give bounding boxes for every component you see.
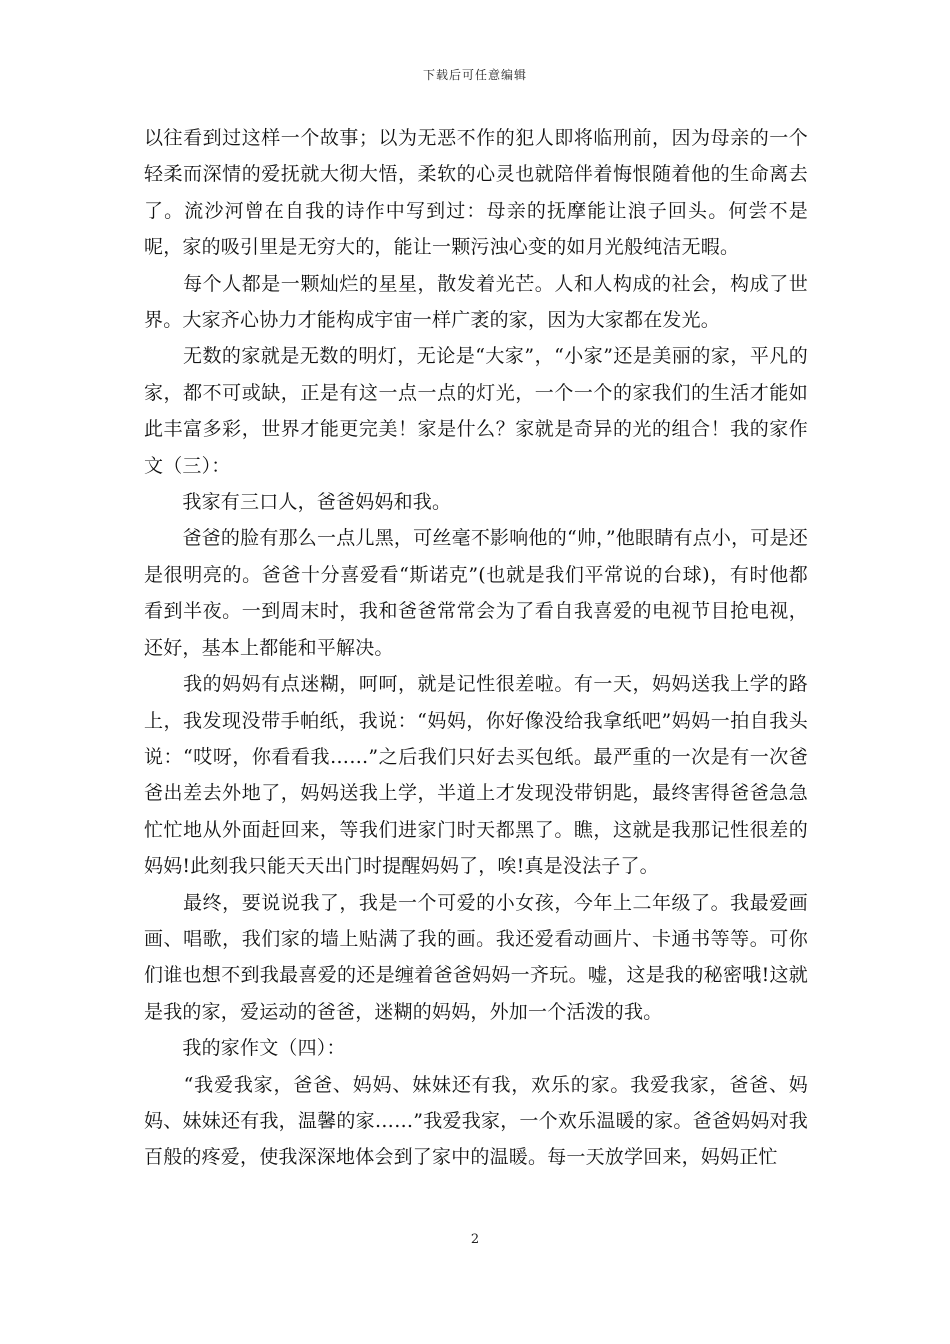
document-body bbox=[144, 120, 808, 1176]
paragraph-father: 爸爸的脸有那么一点儿黑，可丝毫不影响他的“帅，”他眼睛有点小，可是还是很明亮的。爸爸十分喜爱看“斯诺克”(也就是我们平常说的台球)，有时他都看到半夜。一到周末时，我和爸爸常常会为了看自我喜爱的电视节目抢电视，还好，基本上都能和平解决。 bbox=[144, 527, 808, 659]
paragraph-story: 以往看到过这样一个故事；以为无恶不作的犯人即将临刑前，因为母亲的一个轻柔而深情的爱抚就大彻大悟，柔软的心灵也就陪伴着悔恨随着他的生命离去了。流沙河曾在自我的诗作中写到过：母亲的抚摩能让浪子回头。何尝不是呢，家的吸引里是无穷大的，能让一颗污浊心变的如月光般纯洁无暇。 bbox=[144, 127, 808, 259]
paragraph-self: 最终，要说说我了，我是一个可爱的小女孩，今年上二年级了。我最爱画画、唱歌，我们家的墙上贴满了我的画。我还爱看动画片、卡通书等等。可你们谁也想不到我最喜爱的还是缠着爸爸妈妈一齐玩。嘘，这是我的秘密哦!这就是我的家，爱运动的爸爸，迷糊的妈妈，外加一个活泼的我。 bbox=[144, 891, 808, 1023]
paragraph-mother: 我的妈妈有点迷糊，呵呵，就是记性很差啦。有一天，妈妈送我上学的路上，我发现没带手帕纸，我说：“妈妈，你好像没给我拿纸吧”妈妈一拍自我头说：“哎呀，你看看我……”之后我们只好去买包纸。最严重的一次是有一次爸爸出差去外地了，妈妈送我上学，半道上才发现没带钥匙，最终害得爸爸急急忙忙地从外面赶回来，等我们进家门时天都黑了。瞧，这就是我那记性很差的妈妈!此刻我只能天天出门时提醒妈妈了，唉!真是没法子了。 bbox=[144, 673, 808, 878]
paragraph-love-home: “我爱我家，爸爸、妈妈、妹妹还有我，欢乐的家。我爱我家，爸爸、妈妈、妹妹还有我，温馨的家……”我爱我家，一个欢乐温暖的家。爸爸妈妈对我百般的疼爱，使我深深地体会到了家中的温暖。每一天放学回来，妈妈正忙 bbox=[144, 1073, 808, 1169]
paragraph-lamps: 无数的家就是无数的明灯，无论是“大家”，“小家”还是美丽的家，平凡的家，都不可或缺，正是有这一点一点的灯光，一个一个的家我们的生活才能如此丰富多彩，世界才能更完美！家是什么？家就是奇异的光的组合！我的家作文（三）： bbox=[144, 345, 808, 477]
paragraph-stars: 每个人都是一颗灿烂的星星，散发着光芒。人和人构成的社会，构成了世界。大家齐心协力才能构成宇宙一样广袤的家，因为大家都在发光。 bbox=[144, 272, 808, 332]
essay-heading-four: 我的家作文（四）： bbox=[144, 1037, 346, 1060]
paragraph-family-intro: 我家有三口人，爸爸妈妈和我。 bbox=[144, 491, 452, 514]
page-header: 下载后可任意编辑 bbox=[422, 68, 527, 82]
page-number: 2 bbox=[470, 1232, 480, 1247]
